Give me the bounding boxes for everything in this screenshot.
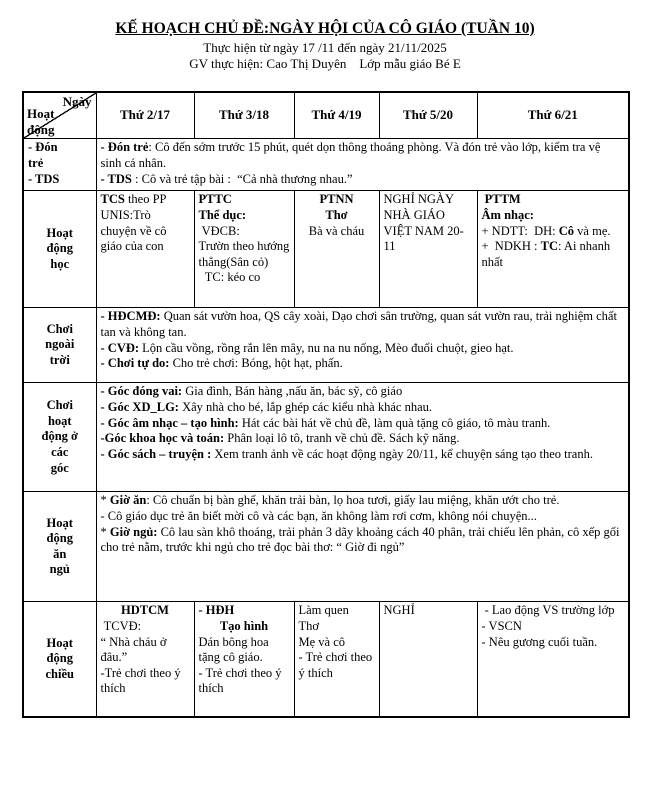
row-hoat-dong-chieu — [23, 602, 629, 717]
row-hoat-dong-hoc — [23, 191, 629, 308]
subtitle-dates: Thực hiện từ ngày 17 /11 đến ngày 21/11/2025 — [203, 39, 447, 55]
merged-cell-choi-goc: - Góc đóng vai: Gia đình, Bán hàng ,nấu ăn, bác sỹ, cô giáo - Góc XD_LG: Xây nhà cho bé, lắp ghép các kiểu nhà khác nhau. - Góc âm nhạc – tạo hình: Hát các bài hát về chủ đề, làm quà tặng cô giáo, tô màu tranh. -Góc khoa học và toán: Phân loại lô tô, tranh về chủ đề. Sách kỹ năng. - Góc sách – truyện : Xem tranh ảnh về các hoạt động ngày 20/11, kể chuyện sáng tạo theo tranh. — [96, 383, 629, 492]
row-label-an-ngu: Hoạt động ăn ngủ — [23, 492, 96, 602]
cell-hoc-thu6: PTTM Âm nhạc: + NDTT: DH: Cô và mẹ. + NDKH : TC: Ai nhanh nhất — [477, 191, 629, 308]
row-label-choi-ngoai-troi: Chơi ngoài trời — [23, 308, 96, 383]
row-label-choi-goc: Chơi hoạt động ở các góc — [23, 383, 96, 492]
row-choi-ngoai-troi — [23, 308, 629, 383]
cell-hoc-thu5: NGHỈ NGÀY NHÀ GIÁO VIỆT NAM 20-11 — [379, 191, 477, 308]
corner-cell-ngay-hoat-dong — [23, 92, 96, 139]
merged-cell-don-tre-tds: - Đón trẻ: Cô đến sớm trước 15 phút, quét dọn thông thoáng phòng. Và đón trẻ vào lớp, kiểm tra vệ sinh cá nhân. - TDS : Cô và trẻ tập bài : “Cả nhà thương nhau.” — [96, 139, 629, 191]
merged-cell-choi-ngoai-troi: - HĐCMĐ: Quan sát vườn hoa, QS cây xoài, Dạo chơi sân trường, quan sát vườn rau, trải nghiệm chất tan và không tan. - CVĐ: Lộn cầu vồng, rồng rắn lên mây, nu na nu nống, Mèo đuổi chuột, gieo hạt. - Chơi tự do: Cho trẻ chơi: Bóng, hột hạt, phấn. — [96, 308, 629, 383]
row-label-hoat-dong-hoc: Hoạt động học — [23, 191, 96, 308]
cell-hoc-thu4: PTNN Thơ Bà và cháu — [294, 191, 379, 308]
row-an-ngu — [23, 492, 629, 602]
cell-chieu-thu4: Làm quen Thơ Mẹ và cô - Trẻ chơi theo ý thích — [294, 602, 379, 717]
row-choi-goc — [23, 383, 629, 492]
weekly-plan-table — [22, 91, 630, 718]
page-title: KẾ HOẠCH CHỦ ĐỀ:NGÀY HỘI CỦA CÔ GIÁO (TUẦN 10) — [115, 20, 535, 37]
cell-hoc-thu2: TCS theo PP UNIS:Trò chuyện về cô giáo của con — [96, 191, 194, 308]
corner-label-ngay: Ngày — [62, 93, 92, 109]
cell-chieu-thu5: NGHỈ — [379, 602, 477, 717]
cell-chieu-thu6: - Lao động VS trường lớp - VSCN - Nêu gương cuối tuần. — [477, 602, 629, 717]
day-header-thu5: Thứ 5/20 — [379, 92, 477, 139]
document-header — [0, 20, 650, 72]
row-label-hoat-dong-chieu: Hoạt động chiều — [23, 602, 96, 717]
day-header-thu4: Thứ 4/19 — [294, 92, 379, 139]
corner-label-hoat-dong: Hoạt động — [27, 106, 58, 137]
day-header-thu2: Thứ 2/17 — [96, 92, 194, 139]
merged-cell-an-ngu: * Giờ ăn: Cô chuẩn bị bàn ghế, khăn trải bàn, lọ hoa tươi, giấy lau miệng, khăn ướt cho trẻ. - Cô giáo dục trẻ ăn biết mời cô và các bạn, ăn không làm rơi cơm, không nói chuyện... * Giờ ngủ: Cô lau sàn khô thoáng, trải phản 3 dãy khoảng cách 40 phân, trải chiếu lên phản, cô xếp gối cho trẻ nằm, trước khi ngủ cho trẻ đọc bài thơ: “ Giờ đi ngủ” — [96, 492, 629, 602]
header-row — [23, 92, 629, 139]
subtitle-teacher: GV thực hiện: Cao Thị Duyên Lớp mẫu giáo Bé E — [189, 56, 461, 72]
day-header-thu6: Thứ 6/21 — [477, 92, 629, 139]
row-don-tre-tds — [23, 139, 629, 191]
day-header-thu3: Thứ 3/18 — [194, 92, 294, 139]
cell-hoc-thu3: PTTC Thể dục: VĐCB: Trườn theo hướng thẳng(Sân cỏ) TC: kéo co — [194, 191, 294, 308]
row-label-don-tre-tds: - Đón trẻ - TDS — [23, 139, 96, 191]
cell-chieu-thu2: HDTCM TCVĐ: “ Nhà cháu ở đâu.” -Trẻ chơi theo ý thích — [96, 602, 194, 717]
cell-chieu-thu3: - HĐH Tạo hình Dán bông hoa tặng cô giáo. - Trẻ chơi theo ý thích — [194, 602, 294, 717]
